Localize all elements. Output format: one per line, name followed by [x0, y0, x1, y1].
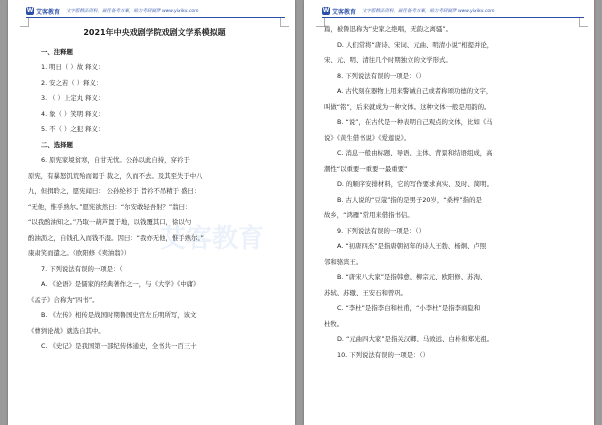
page-body — [28, 22, 281, 355]
document-page-right — [304, 0, 594, 425]
option-line: 《曹刿论战》就选自其中。 — [28, 326, 105, 335]
question-line: 2. 安之若（ ）释义： — [41, 78, 103, 87]
question-line: 5. 不（ ）之犯 释义： — [41, 125, 105, 133]
option-line: 说》《黄生借书说》《爱莲说》。 — [324, 133, 411, 142]
logo-text: 艾客教育 — [332, 8, 357, 16]
passage-line: 酌油沥之，自钱孔入而钱不湿。因曰：“我亦无他，惟手熟尔。” — [28, 233, 204, 242]
header-tagline: 文字版精品资料，最佳备考方案，助力考研圆梦 www.yixiku.com — [362, 9, 495, 14]
passage-line: 康肃笑而遣之。（欧阳修《卖油翁》） — [28, 249, 131, 257]
option-line: C. “李杜”是指李白和杜甫，“小李杜”是指李商隐和 — [337, 304, 481, 312]
margin-corner-mark — [280, 18, 289, 27]
option-line: 宋、元、明、清往几个时期独立的文学形式。 — [324, 56, 452, 64]
logo-icon: W — [322, 7, 330, 14]
logo-text: 艾客教育 — [36, 8, 61, 16]
page-header — [26, 5, 285, 18]
option-line: D. 的顺序安排材料，它的写作要求真实、及时、简明。 — [337, 180, 493, 188]
passage-line: “以我酌油知之。”乃取一葫芦置于地，以钱覆其口，徐以勺 — [28, 218, 192, 226]
option-line: 《孟子》合称为“四书”。 — [28, 295, 99, 304]
header-tagline: 文字版精品资料，最佳备考方案，助力考研圆梦 www.yixiku.com — [66, 9, 199, 14]
option-line: C. 《史记》是我国第一部纪传体通史，全书共一百三十 — [41, 342, 197, 350]
option-line: 故乡，“鸿雁”常用来借指书信。 — [324, 211, 414, 219]
passage-line: 原宪，有暴怒饥荒殆而谒于 裁之，久而不去。及其至失于中八 — [28, 171, 203, 180]
brand-logo — [26, 7, 60, 16]
question-line: 1. 明日（ ）故 释义： — [41, 63, 105, 71]
question-line: 7. 下列说法有误的一项是：（ — [41, 264, 123, 273]
document-page-left — [8, 0, 295, 425]
question-line: 3. （ ）上定丸 释义： — [41, 94, 105, 102]
section-heading: 一、注释题 — [41, 47, 73, 56]
option-line: 叫做“铭”，后来就成为一种文体。这种文体一般是用韵的。 — [324, 102, 491, 111]
page-body — [324, 22, 580, 363]
option-line: C. 消息一般由标题、导语、主体、背景和结语组成，高 — [337, 149, 493, 157]
option-line: 苏轼、苏辙、王安石和曾巩。 — [324, 288, 408, 297]
section-heading: 二、选择题 — [41, 140, 73, 149]
option-line: B. 古人说的“豆蔻”指的是男子20岁，“桑梓”指的是 — [337, 195, 482, 204]
passage-line: “无他，惟乎熟尔。”愿宪欲然曰：“尔安敢轻吾射？”翁曰： — [28, 202, 192, 211]
question-line: 10. 下列说法有误的一项是：（） — [337, 350, 430, 359]
document-title: 2021年中央戏剧学院戏剧文学系模拟题 — [83, 28, 226, 37]
option-line: 杜牧。 — [324, 319, 344, 328]
option-line: B. “说”，在古代是一种表明自己观点的文体，比如《马 — [337, 118, 493, 126]
option-line: 潮性“以重要一重要一最重要” — [324, 164, 408, 173]
question-line: 8. 下列说法有误的一项是：（） — [337, 71, 426, 80]
option-line: D. 人们常将“唐诗、宋词、元曲、明清小说”相提并论， — [337, 40, 494, 49]
option-line: B. 《左传》相传是战国时期鲁国史官左丘明所写，该文 — [41, 311, 197, 319]
logo-icon: W — [26, 7, 34, 14]
option-line: A. 古代刻在器物上用来警诫自己或者称颂功德的文字， — [337, 87, 493, 95]
option-line: 邻和骆宾王。 — [324, 257, 363, 266]
margin-corner-mark — [579, 18, 588, 27]
passage-line: 九，但揖聆之，愿宪闻曰： 公孙纶衫于 旨衿不吊精于 盛曰： — [28, 187, 201, 195]
question-line: 4. 象（ ）笑明 释义： — [41, 109, 105, 118]
option-line: B. “唐宋八大家”是指韩愈、柳宗元、欧阳修、苏洵、 — [337, 273, 487, 281]
option-line: A. 《论语》是儒家的经典著作之一，与《大学》《中庸》 — [41, 280, 200, 288]
brand-logo — [322, 7, 356, 16]
option-line: D. “元曲四大家”是指关汉卿、马致远、白朴和郑光祖。 — [337, 335, 494, 343]
option-line: A. “初唐四杰”是指唐朝初年的诗人王勃、杨炯、卢照 — [337, 242, 487, 250]
page-header — [322, 5, 584, 18]
question-line: 9. 下列说法有误的一项是：（） — [337, 226, 426, 235]
passage-line: 6. 原宪家境贫寒，自甘无忧。公孙以此自持，穿衿于 — [41, 156, 190, 164]
option-line: 篇，被鲁迅称为“史家之绝唱，无韵之离骚”。 — [324, 25, 453, 33]
